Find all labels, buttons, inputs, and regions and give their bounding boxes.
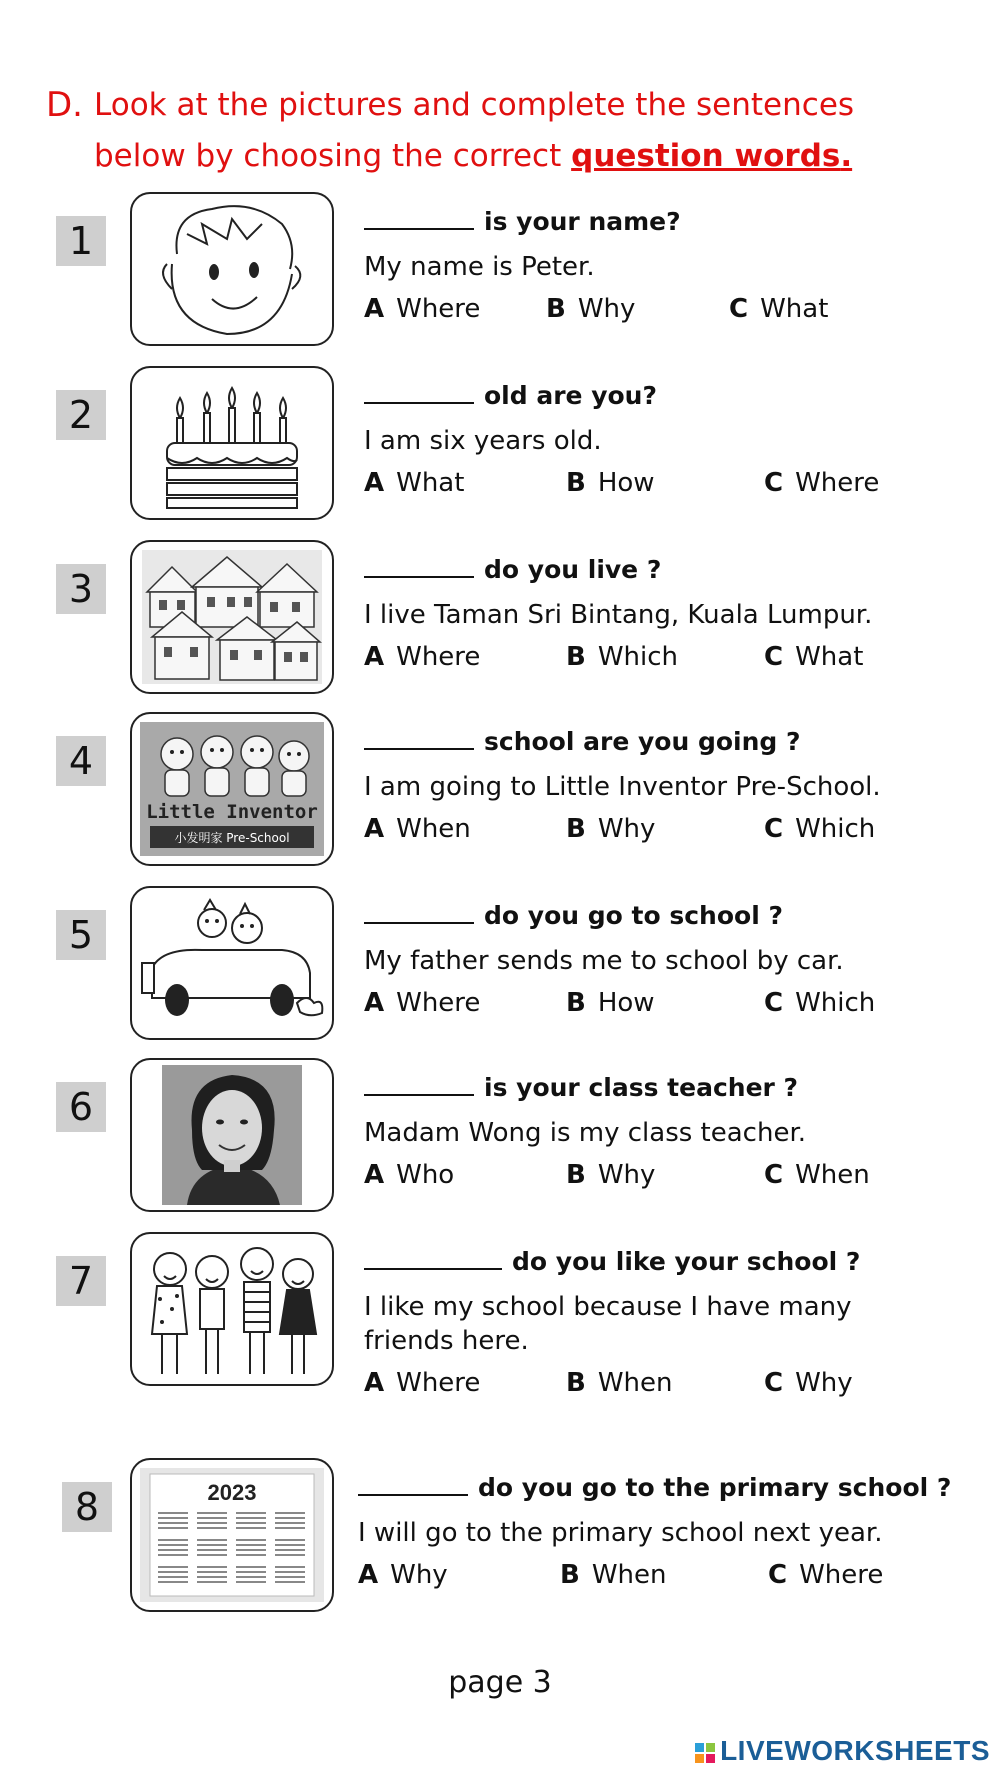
option-a[interactable]: A Where xyxy=(364,988,481,1018)
logo-subtext: 小发明家 Pre-School xyxy=(174,831,290,845)
calendar-month-line xyxy=(236,1576,266,1578)
calendar-month-line xyxy=(236,1512,266,1514)
option-c[interactable]: C Why xyxy=(764,1368,853,1398)
instruction-line-2 xyxy=(46,131,966,182)
calendar-month-line xyxy=(158,1539,188,1541)
question-number: 7 xyxy=(56,1256,106,1306)
option-a[interactable]: A Where xyxy=(364,642,481,672)
calendar-year: 2023 xyxy=(207,1480,257,1505)
calendar-month-line xyxy=(275,1576,305,1578)
calendar-month-line xyxy=(236,1522,266,1524)
calendar-month-line xyxy=(197,1571,227,1573)
answer-blank[interactable] xyxy=(364,550,474,578)
option-a[interactable]: A When xyxy=(364,814,471,844)
calendar-month-line xyxy=(275,1554,305,1556)
answer-blank[interactable] xyxy=(364,896,474,924)
teacher-photo-picture xyxy=(130,1058,334,1212)
answer-sentence: I will go to the primary school next year. xyxy=(358,1518,883,1548)
brand-logo xyxy=(694,1735,990,1767)
answer-blank[interactable] xyxy=(358,1468,468,1496)
calendar-month-line xyxy=(275,1581,305,1583)
instruction-period: . xyxy=(840,138,853,174)
calendar-month-line xyxy=(236,1566,266,1568)
calendar-month-line xyxy=(197,1512,227,1514)
option-c[interactable]: C When xyxy=(764,1160,870,1190)
options xyxy=(364,1368,984,1408)
answer-blank[interactable] xyxy=(364,376,474,404)
option-a[interactable]: A Where xyxy=(364,1368,481,1398)
question-number: 5 xyxy=(56,910,106,960)
option-a[interactable]: A Why xyxy=(358,1560,448,1590)
option-b[interactable]: B How xyxy=(566,988,655,1018)
question-number: 6 xyxy=(56,1082,106,1132)
calendar-month-line xyxy=(158,1571,188,1573)
brand-name: LIVEWORKSHEETS xyxy=(720,1735,990,1766)
calendar-month-line xyxy=(197,1581,227,1583)
calendar-month-line xyxy=(197,1539,227,1541)
question-prompt: do you live ? xyxy=(484,555,662,584)
option-a[interactable]: A What xyxy=(364,468,465,498)
teacher-portrait-icon xyxy=(132,1060,332,1210)
answer-blank[interactable] xyxy=(364,722,474,750)
car-icon xyxy=(132,888,332,1038)
school-logo-picture xyxy=(130,712,334,866)
option-b[interactable]: B Why xyxy=(566,814,656,844)
instruction-line-2-text: below by choosing the correct xyxy=(94,138,562,174)
calendar-month-line xyxy=(197,1527,227,1529)
calendar-month-line xyxy=(236,1539,266,1541)
question-8 xyxy=(0,1458,1000,1618)
cake-icon xyxy=(132,368,332,518)
calendar-month-line xyxy=(275,1522,305,1524)
calendar-month-line xyxy=(275,1517,305,1519)
boy-face-icon xyxy=(132,194,332,344)
answer-sentence: I am six years old. xyxy=(364,426,602,456)
option-c[interactable]: C Which xyxy=(764,988,876,1018)
question-number: 2 xyxy=(56,390,106,440)
calendar-month-line xyxy=(236,1549,266,1551)
question-words-keyword: question words xyxy=(571,138,841,174)
question-number: 4 xyxy=(56,736,106,786)
option-b[interactable]: B Why xyxy=(566,1160,656,1190)
calendar-month-line xyxy=(158,1544,188,1546)
calendar-month-line xyxy=(158,1512,188,1514)
calendar-month-line xyxy=(158,1554,188,1556)
calendar-month-line xyxy=(275,1549,305,1551)
option-c[interactable]: C Which xyxy=(764,814,876,844)
answer-sentence: My father sends me to school by car. xyxy=(364,946,844,976)
calendar-month-line xyxy=(197,1517,227,1519)
calendar-icon xyxy=(132,1460,332,1610)
children-group-icon xyxy=(132,1234,332,1384)
question-prompt: old are you? xyxy=(484,381,657,410)
calendar-month-line xyxy=(236,1554,266,1556)
question-prompt: is your name? xyxy=(484,207,681,236)
school-logo-icon xyxy=(132,714,332,864)
question-2 xyxy=(0,366,1000,526)
option-a[interactable]: A Where xyxy=(364,294,481,324)
question-3 xyxy=(0,540,1000,700)
option-c[interactable]: C What xyxy=(764,642,864,672)
calendar-month-line xyxy=(197,1554,227,1556)
options xyxy=(364,468,984,508)
question-4 xyxy=(0,712,1000,872)
calendar-month-line xyxy=(158,1581,188,1583)
question-5 xyxy=(0,886,1000,1046)
houses-icon xyxy=(132,542,332,692)
answer-sentence: I am going to Little Inventor Pre-School. xyxy=(364,772,881,802)
calendar-month-line xyxy=(275,1544,305,1546)
answer-sentence: I live Taman Sri Bintang, Kuala Lumpur. xyxy=(364,600,873,630)
question-1 xyxy=(0,192,1000,352)
calendar-month-line xyxy=(197,1576,227,1578)
calendar-month-line xyxy=(158,1517,188,1519)
option-c[interactable]: C Where xyxy=(768,1560,884,1590)
option-b[interactable]: B Why xyxy=(546,294,636,324)
calendar-month-line xyxy=(197,1566,227,1568)
calendar-month-line xyxy=(158,1549,188,1551)
calendar-month-line xyxy=(275,1527,305,1529)
question-6 xyxy=(0,1058,1000,1218)
option-c[interactable]: C What xyxy=(729,294,829,324)
question-prompt: do you go to the primary school ? xyxy=(478,1473,952,1502)
option-b[interactable]: B When xyxy=(566,1368,673,1398)
calendar-month-line xyxy=(158,1576,188,1578)
instructions xyxy=(46,80,966,182)
calendar-month-line xyxy=(236,1581,266,1583)
options xyxy=(364,814,984,854)
birthday-cake-picture xyxy=(130,366,334,520)
answer-sentence: Madam Wong is my class teacher. xyxy=(364,1118,807,1148)
option-b[interactable]: B Which xyxy=(566,642,679,672)
options xyxy=(364,294,984,334)
option-b[interactable]: B How xyxy=(566,468,655,498)
calendar-month-line xyxy=(236,1527,266,1529)
question-prompt: school are you going ? xyxy=(484,727,801,756)
options xyxy=(364,1160,984,1200)
calendar-month-line xyxy=(158,1522,188,1524)
calendar-month-line xyxy=(236,1571,266,1573)
answer-sentence: My name is Peter. xyxy=(364,252,595,282)
calendar-month-line xyxy=(236,1517,266,1519)
calendar-month-line xyxy=(275,1512,305,1514)
answer-blank[interactable] xyxy=(364,1068,474,1096)
options xyxy=(358,1560,978,1600)
question-prompt: do you like your school ? xyxy=(512,1247,861,1276)
options xyxy=(364,642,984,682)
calendar-month-line xyxy=(197,1549,227,1551)
calendar-month-line xyxy=(158,1527,188,1529)
answer-blank[interactable] xyxy=(364,202,474,230)
answer-sentence: I like my school because I have many friends here. xyxy=(364,1292,852,1356)
calendar-month-line xyxy=(275,1539,305,1541)
options xyxy=(364,988,984,1028)
logo-text: Little Inventor xyxy=(146,801,318,823)
calendar-month-line xyxy=(197,1522,227,1524)
instruction-line-1: Look at the pictures and complete the sentences xyxy=(94,87,855,123)
friends-picture xyxy=(130,1232,334,1386)
question-number: 1 xyxy=(56,216,106,266)
question-number: 8 xyxy=(62,1482,112,1532)
page-number: page 3 xyxy=(448,1665,552,1700)
question-prompt: do you go to school ? xyxy=(484,901,783,930)
question-prompt: is your class teacher ? xyxy=(484,1073,799,1102)
calendar-month-line xyxy=(275,1566,305,1568)
calendar-month-line xyxy=(197,1544,227,1546)
option-a[interactable]: A Who xyxy=(364,1160,455,1190)
option-c[interactable]: C Where xyxy=(764,468,880,498)
option-b[interactable]: B When xyxy=(560,1560,667,1590)
houses-picture xyxy=(130,540,334,694)
calendar-picture xyxy=(130,1458,334,1612)
car-picture xyxy=(130,886,334,1040)
calendar-month-line xyxy=(275,1571,305,1573)
calendar-month-line xyxy=(236,1544,266,1546)
answer-blank[interactable] xyxy=(364,1242,502,1270)
question-number: 3 xyxy=(56,564,106,614)
brand-squares-icon xyxy=(694,1742,716,1764)
question-7 xyxy=(0,1232,1000,1398)
calendar-month-line xyxy=(158,1566,188,1568)
boy-face-picture xyxy=(130,192,334,346)
section-letter: D. xyxy=(46,85,83,125)
